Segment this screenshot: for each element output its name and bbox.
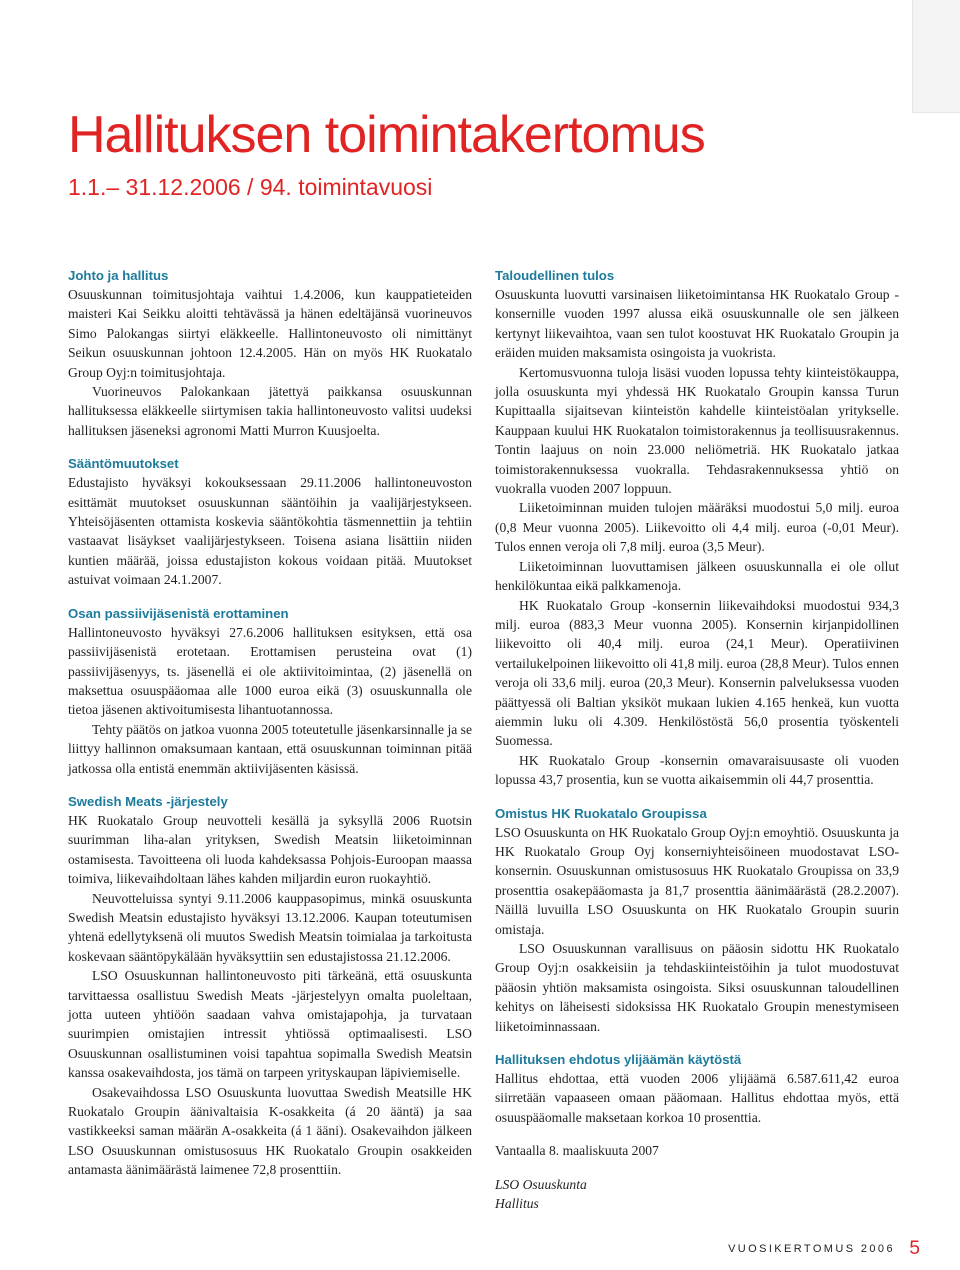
- paragraph: Edustajisto hyväksyi kokouksessaan 29.11.2006 hallintoneuvoston esittämät muutokset osuuskunnan sääntöihin ja vaalijärjestykseen. Yhteisöjäsenten ottamista koskevia sääntökohtia täsmennettiin ja tehtiin vastaavat lisäykset vaalijärjestykseen. Toisena asiana lisättiin niiden kuntien määrää, joissa edustajiston kokous voidaan pitää. Muutokset astuivat voimaan 24.1.2007.: [68, 475, 472, 588]
- page-number: 5: [909, 1238, 920, 1259]
- section-saanto: [68, 454, 472, 589]
- paragraph: HK Ruokatalo Group neuvotteli kesällä ja syksyllä 2006 Ruotsin suurimman liha-alan yrityksen, Swedish Meatsin liiketoiminnan ostamisesta. Tavoitteena oli luoda kahdeksassa Pohjois-Euroopan maassa toimiva, liikevaihdoltaan lähes kahden miljardin euron ruokayhtiö.: [68, 812, 472, 887]
- section-talous: [495, 266, 899, 790]
- section-heading: Taloudellinen tulos: [495, 268, 615, 283]
- paragraph: LSO Osuuskunnan hallintoneuvosto piti tärkeänä, että osuuskunta tarvittaessa osallistuu Swedish Meats -järjestelyyn omalta puoleltaan, jotta uuteen yhtiöön saadaan vahva omistajapohja, ja turvataan suurimpien omistajien intressit yhtiössä optimaalisesti. LSO Osuuskunnan osallistuminen voisi tapahtua sopimalla Swedish Meatsin kanssa osakevaihdosta, jos tämä on tarpeen yrityskaupan läpiviemiselle.: [68, 968, 472, 1081]
- paragraph: HK Ruokatalo Group -konsernin omavaraisuusaste oli vuoden lopussa 43,7 prosentia, kun se vuotta aikaisemmin oli 44,7 prosenttia.: [495, 752, 899, 788]
- paragraph: Neuvotteluissa syntyi 9.11.2006 kauppasopimus, minkä osuuskunta Swedish Meatsin edustajisto hyväksyi 13.12.2006. Kaupan toteutumisen yhtenä edellytyksenä oli muutos Swedish Meatsin toimialaa ja tarkoitusta koskevaan sääntöpykälään hyväksyttiin sen edustajistossa 21.12.2006.: [68, 890, 472, 964]
- section-heading: Omistus HK Ruokatalo Groupissa: [495, 805, 707, 821]
- right-column: [495, 266, 899, 1213]
- footer-label: VUOSIKERTOMUS 2006: [728, 1243, 895, 1255]
- paragraph: Hallitus ehdottaa, että vuoden 2006 ylijäämä 6.587.611,42 euroa siirretään vapaaseen omaan pääomaan. Hallitus ehdottaa myös, että osuuspääomalle maksetaan korkoa 10 prosenttia.: [495, 1071, 899, 1125]
- section-swedish: [68, 792, 472, 1180]
- section-heading: Swedish Meats -järjestely: [68, 793, 228, 809]
- section-ehdotus: [495, 1050, 899, 1127]
- paragraph: Tehty päätös on jatkoa vuonna 2005 toteutetulle jäsenkarsinnalle ja se liittyy hallinnon omaksumaan kantaan, että osuuskunnan toiminnan pitää jatkossa olla entistä enemmän aktiivijäsenten käsissä.: [68, 721, 472, 776]
- paragraph: Hallintoneuvosto hyväksyi 27.6.2006 hallituksen esityksen, että osa passiivijäsenistä erotetaan. Erottamisen perusteina ovat (1) passiivijäsenyys, ts. jäsenellä ei ole aktiivitoimintaa, (2) jäsenellä on maksettua osuuspääomaa alle 1000 euroa eikä (3) osuuskunnalla ole tietoa jäsenen aktivoitumisesta lihantuotannossa.: [68, 624, 472, 718]
- paragraph: Liiketoiminnan muiden tulojen määräksi muodostui 5,0 milj. euroa (0,8 Meur vuonna 2005). Liikevoitto oli 4,4 milj. euroa (-0,01 Meur). Tulos ennen veroja oli 7,8 milj. euroa (3,5 Meur).: [495, 500, 899, 555]
- paragraph: Vuorineuvos Palokankaan jätettyä paikkansa osuuskunnan hallituksessa eläkkeelle siirtymisen takia hallintoneuvosto valitsi uudeksi hallituksen jäseneksi agronomi Matti Murron Kuusjoelta.: [68, 384, 472, 438]
- section-heading: Osan passiivijäsenistä erottaminen: [68, 605, 289, 621]
- section-heading: Johto ja hallitus: [68, 268, 169, 283]
- paragraph: Kertomusvuonna tuloja lisäsi vuoden lopussa tehty kiinteistökauppa, jolla osuuskunta myi yhdessä HK Ruokatalo Groupin kanssa Turun Kupittaalla sijaitsevan kiinteistön kahdelle kiinteistöalan yritykselle. Kauppaan kuului HK Ruokatalon toimistorakennus ja teollisuusrakennus. Tontin laajuus on noin 23.000 neliömetriä. HK Ruokatalo jatkaa toimistorakennuksessa vuokralla. Tehdasrakennuksessa yhtiö on vuokralla vuoden 2007 loppuun.: [495, 364, 899, 497]
- section-heading: Sääntömuutokset: [68, 456, 179, 472]
- paragraph: Osakevaihdossa LSO Osuuskunta luovuttaa Swedish Meatsille HK Ruokatalo Groupin äänivaltaisia K-osakkeita (á 20 ääntä) ja saa vastikkeeksi saman määrän A-osakkeita (á 1 ääni). Osakevaihdon jälkeen LSO Osuuskunnan omistusosuus HK Ruokatalo Groupin osakkeiden antamasta äänimäärästä laimenee 72,8 prosenttiin.: [68, 1084, 472, 1178]
- paragraph: HK Ruokatalo Group -konsernin liikevaihdoksi muodostui 934,3 milj. euroa (883,3 Meur vuonna 2005). Konsernin kirjanpidollinen liikevoitto oli 40,4 milj. euroa (24,1 Meur). Operatiivinen vertailukelpoinen liikevoitto oli 41,8 milj. euroa (28,8 Meur). Tulos ennen veroja oli 33,6 milj. euroa (20,3 Meur). Konsernin palveluksessa vuoden päättyessä oli Baltian yksiköt mukaan lukien 4.165 henkeä, kun vuotta aiemmin luku oli 4.309. Henkilöstöstä 56,0 prosentia työskenteli Suomessa.: [495, 597, 899, 749]
- section-omistus: [495, 804, 899, 1036]
- paragraph: Osuuskunnan toimitusjohtaja vaihtui 1.4.2006, kun kauppatieteiden maisteri Kai Seikku aloitti tehtävässä ja hänen edeltäjänsä vuorineuvos Simo Palokangas siirtyi eläkkeelle. Hallintoneuvosto oli nimittänyt Seikun osuuskunnan johtoon 12.4.2005. Hän on myös HK Ruokatalo Group Oyj:n toimitusjohtaja.: [68, 287, 472, 380]
- paragraph: LSO Osuuskunnan varallisuus on pääosin sidottu HK Ruokatalo Group Oyj:n osakkeisiin ja tehdaskiinteistöihin ja tulot muodostuvat pääosin yhtiön maksamista osingoista. Siksi osuuskunnan taloudellinen kehitys on läheisesti sidoksissa HK Ruokatalo Groupin menestymiseen liiketoiminnassaan.: [495, 941, 899, 1034]
- signature-body: Hallitus: [495, 1196, 539, 1212]
- section-johto: [68, 266, 472, 440]
- signature-organization: LSO Osuuskunta: [495, 1176, 587, 1192]
- section-passiivi: [68, 604, 472, 778]
- page-footer: [700, 1238, 920, 1260]
- paragraph: LSO Osuuskunta on HK Ruokatalo Group Oyj:n emoyhtiö. Osuuskunta ja HK Ruokatalo Group Oyj konserniyhteisöineen muodostavat LSO-konsernin. Osuuskunnan omistusosuus HK Ruokatalo Groupissa on 33,9 prosenttia osakepääomasta ja 81,7 prosenttia äänimäärästä (28.2.2007). Näillä luvuilla LSO Osuuskunta on HK Ruokatalo Groupin suurin omistaja.: [495, 824, 900, 937]
- place-date: Vantaalla 8. maaliskuuta 2007: [495, 1143, 659, 1159]
- left-column: [68, 266, 472, 1194]
- paragraph: Osuuskunta luovutti varsinaisen liiketoimintansa HK Ruokatalo Group -konsernille vuoden 1997 alussa eikä osuuskunnalle ole sen jälkeen kertynyt liikevaihtoa, vaan sen tulot koostuvat HK Ruokatalo Groupin ja eräiden muiden maksamista osingoista ja vuokrista.: [495, 287, 899, 361]
- page-subtitle: 1.1.– 31.12.2006 / 94. toimintavuosi: [68, 174, 433, 200]
- section-heading: Hallituksen ehdotus ylijäämän käytöstä: [495, 1052, 742, 1068]
- paragraph: Liiketoiminnan luovuttamisen jälkeen osuuskunnalla ei ole ollut henkilökuntaa eikä palkkamenoja.: [495, 558, 899, 594]
- page-title: Hallituksen toimintakertomus: [68, 106, 705, 164]
- page-corner-tab: [912, 0, 960, 113]
